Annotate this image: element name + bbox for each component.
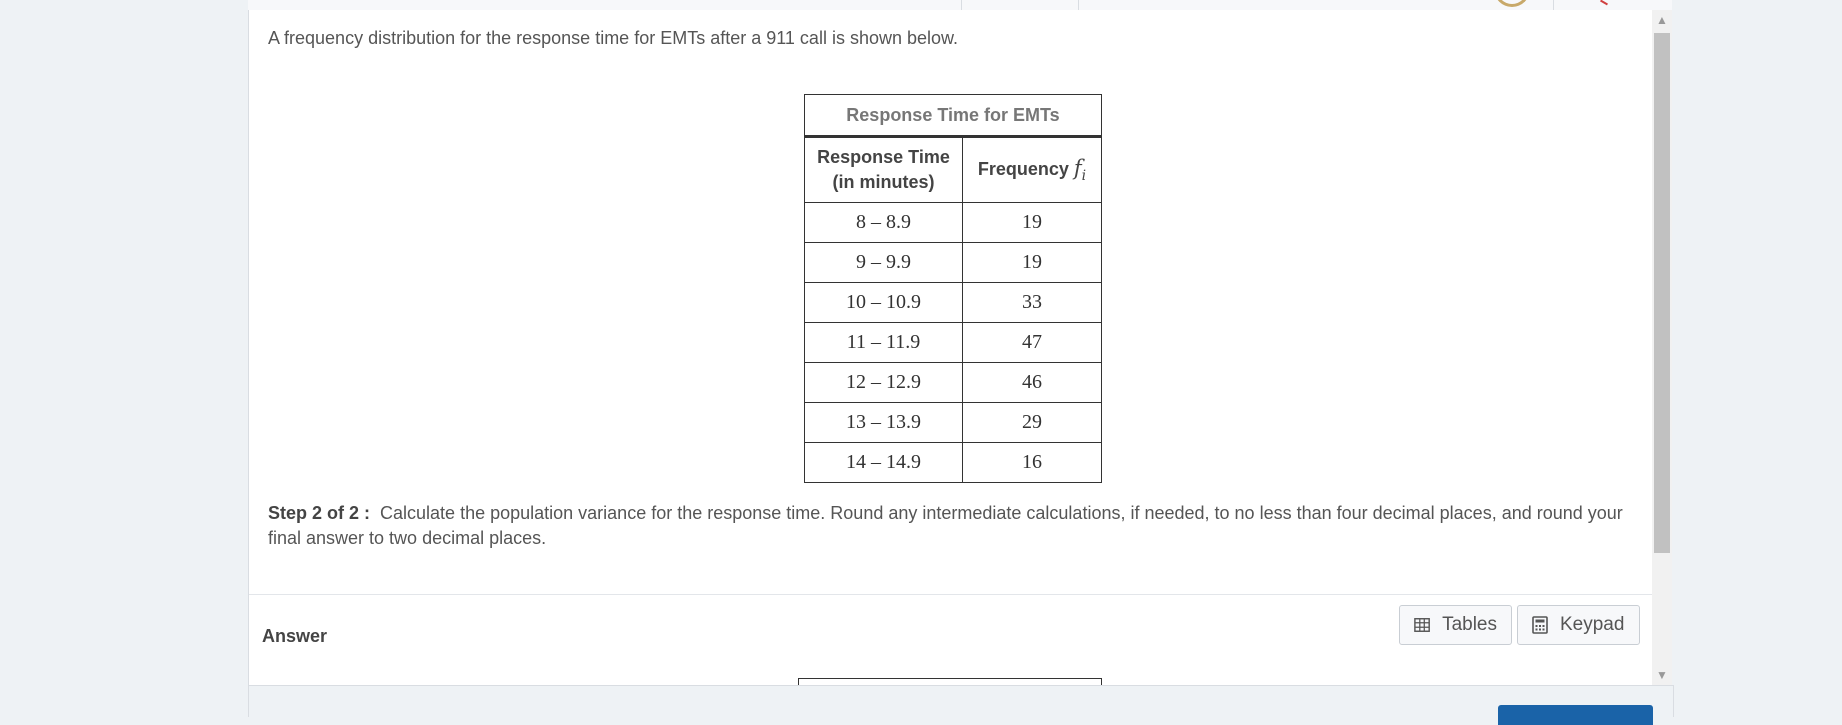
scrollbar[interactable]	[1652, 10, 1672, 685]
frequency-table	[804, 94, 1102, 483]
frequency-cell: 33	[963, 283, 1102, 323]
answer-section	[249, 594, 1653, 685]
range-cell: 9 – 9.9	[805, 243, 963, 283]
step-text: Calculate the population variance for the response time. Round any intermediate calculations, if needed, to no less than four decimal places, and round your final answer to two decimal places.	[268, 503, 1623, 548]
bottom-bar	[248, 685, 1674, 717]
frequency-symbol	[1073, 155, 1087, 185]
table-row	[805, 363, 1102, 403]
table-row	[805, 443, 1102, 483]
toolbar-divider	[1078, 0, 1079, 10]
range-cell: 13 – 13.9	[805, 403, 963, 443]
frequency-cell: 16	[963, 443, 1102, 483]
column-header-response-time	[805, 137, 963, 203]
table-row	[805, 283, 1102, 323]
table-row	[805, 203, 1102, 243]
frequency-cell: 29	[963, 403, 1102, 443]
header-line: Response Time	[817, 147, 950, 167]
toolbar-divider	[961, 0, 962, 10]
table-title: Response Time for EMTs	[805, 95, 1102, 137]
frequency-cell: 46	[963, 363, 1102, 403]
question-intro: A frequency distribution for the response time for EMTs after a 911 call is shown below.	[268, 28, 959, 48]
frequency-cell: 47	[963, 323, 1102, 363]
answer-label: Answer	[262, 626, 328, 646]
frequency-cell: 19	[963, 243, 1102, 283]
toolbar-divider	[1553, 0, 1554, 10]
header-text: Frequency	[977, 158, 1069, 179]
coin-icon[interactable]	[1494, 0, 1530, 7]
scroll-up-icon[interactable]: ▲	[1656, 13, 1668, 27]
submit-button[interactable]	[1498, 705, 1653, 725]
keypad-button[interactable]	[1517, 605, 1640, 645]
step-instructions	[268, 501, 1628, 551]
table-grid-icon	[1414, 617, 1430, 633]
step-label: Step 2 of 2 :	[268, 503, 371, 523]
checkmark-icon[interactable]	[1600, 0, 1612, 5]
range-cell: 11 – 11.9	[805, 323, 963, 363]
table-row	[805, 243, 1102, 283]
keypad-button-label: Keypad	[1560, 614, 1625, 635]
range-cell: 8 – 8.9	[805, 203, 963, 243]
range-cell: 12 – 12.9	[805, 363, 963, 403]
column-header-frequency	[963, 137, 1102, 203]
tables-button-label: Tables	[1442, 614, 1497, 635]
range-cell: 14 – 14.9	[805, 443, 963, 483]
scrollbar-thumb[interactable]	[1654, 33, 1670, 553]
symbol-subscript: i	[1081, 168, 1087, 185]
tables-button[interactable]	[1399, 605, 1512, 645]
answer-input[interactable]	[798, 678, 1102, 685]
table-row	[805, 323, 1102, 363]
calculator-icon	[1532, 616, 1548, 634]
frequency-cell: 19	[963, 203, 1102, 243]
range-cell: 10 – 10.9	[805, 283, 963, 323]
scroll-down-icon[interactable]: ▼	[1656, 668, 1668, 682]
table-row	[805, 403, 1102, 443]
header-line: (in minutes)	[832, 172, 935, 192]
symbol-f: f	[1073, 155, 1082, 180]
question-panel	[248, 10, 1654, 685]
